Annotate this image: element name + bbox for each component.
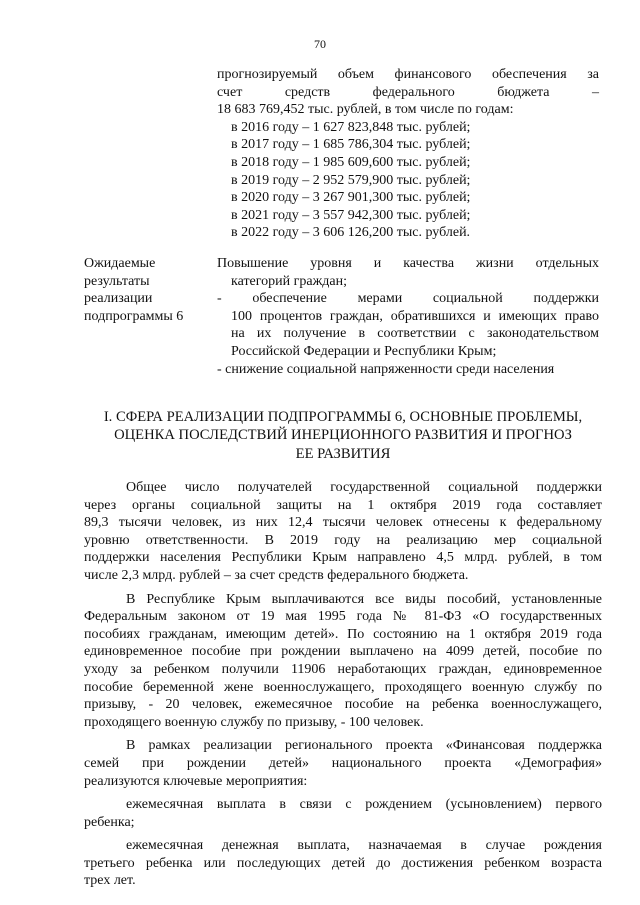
text-line: пособие беременной жене военнослужащего, проходящего военную службу по xyxy=(84,679,602,695)
text-line: единовременное пособие при рождении выплачено на 4099 детей, пособие по xyxy=(84,644,602,660)
text-line: поддержки населения Республики Крым направлено 4,5 млрд. рублей, в том xyxy=(84,550,602,566)
finance-year-item: в 2022 году – 3 606 126,200 тыс. рублей. xyxy=(231,225,471,241)
paragraph xyxy=(84,479,602,585)
text-line: уровню ответственности. В 2019 году на реализацию мер социальной xyxy=(84,532,602,548)
finance-years-list xyxy=(217,119,599,242)
text-line: трех лет. xyxy=(84,873,136,889)
paragraph xyxy=(84,591,602,732)
result-line: Российской Федерации и Республики Крым; xyxy=(231,343,497,359)
paragraph xyxy=(84,837,602,890)
text-line: числе 2,3 млрд. рублей – за счет средств федерального бюджета. xyxy=(84,567,469,583)
result-line: 100 процентов граждан, обратившихся и имеющих право xyxy=(231,308,599,324)
heading-line: ЕЕ РАЗВИТИЯ xyxy=(295,445,391,462)
text-line: призыву, - 20 человек, ежемесячное пособие на ребенка военнослужащего, xyxy=(84,697,602,713)
expected-results-label xyxy=(84,255,214,325)
finance-line: 18 683 769,452 тыс. рублей, в том числе по годам: xyxy=(217,102,514,118)
finance-year-item: в 2020 году – 3 267 901,300 тыс. рублей; xyxy=(231,190,471,206)
text-line: В рамках реализации регионального проекта «Финансовая поддержка xyxy=(126,738,602,754)
result-line: на их получение в соответствии с законодательством xyxy=(231,326,599,342)
finance-year-item: в 2018 году – 1 985 609,600 тыс. рублей; xyxy=(231,154,471,170)
section-heading xyxy=(84,408,602,463)
result-line: Повышение уровня и качества жизни отдельных xyxy=(217,256,599,271)
result-line: категорий граждан; xyxy=(231,273,347,289)
finance-line: прогнозируемый объем финансового обеспечения за xyxy=(217,67,599,82)
text-line: Федеральным законом от 19 мая 1995 года № 81-ФЗ «О государственных xyxy=(84,609,602,625)
paragraph xyxy=(84,796,602,831)
heading-line: I. СФЕРА РЕАЛИЗАЦИИ ПОДПРОГРАММЫ 6, ОСНОВНЫЕ ПРОБЛЕМЫ, xyxy=(103,409,583,425)
label-line: результаты xyxy=(84,273,150,289)
text-line: В Республике Крым выплачиваются все виды пособий, установленные xyxy=(126,591,602,607)
text-line: через органы социальной защиты на 1 октября 2019 года составляет xyxy=(84,497,602,513)
text-line: ежемесячная денежная выплата, назначаемая в случае рождения xyxy=(126,838,602,854)
finance-block xyxy=(217,66,599,242)
text-line: ребенка; xyxy=(84,814,135,830)
label-line: подпрограммы 6 xyxy=(84,308,184,324)
result-line: - снижение социальной напряженности среди населения xyxy=(217,361,555,377)
text-line: третьего ребенка или последующих детей до достижения ребенком возраста xyxy=(84,855,602,871)
finance-year-item: в 2021 году – 3 557 942,300 тыс. рублей; xyxy=(231,207,471,223)
finance-line: счет средств федерального бюджета – xyxy=(217,84,599,100)
section-body xyxy=(84,479,602,890)
finance-year-item: в 2017 году – 1 685 786,304 тыс. рублей; xyxy=(231,137,471,153)
label-line: Ожидаемые xyxy=(84,256,156,271)
text-line: реализуются ключевые мероприятия: xyxy=(84,773,308,789)
finance-year-item: в 2016 году – 1 627 823,848 тыс. рублей; xyxy=(231,119,471,135)
text-line: ежемесячная выплата в связи с рождением (усыновлением) первого xyxy=(126,797,602,813)
paragraph xyxy=(84,737,602,790)
page-number: 70 xyxy=(314,37,326,51)
text-line: пособиях гражданам, имеющим детей». По состоянию на 1 октября 2019 года xyxy=(84,626,602,642)
label-line: реализации xyxy=(84,291,153,307)
finance-year-item: в 2019 году – 2 952 579,900 тыс. рублей; xyxy=(231,172,471,188)
expected-results-text xyxy=(217,255,599,378)
text-line: уходу за ребенком получили 11906 неработающих граждан, единовременное xyxy=(84,661,602,677)
text-line: Общее число получателей государственной социальной поддержки xyxy=(126,480,602,495)
text-line: 89,3 тысячи человек, из них 12,4 тысячи человек отнесены к федеральному xyxy=(84,515,602,531)
text-line: семей при рождении детей» национального проекта «Демография» xyxy=(84,755,602,771)
result-line: - обеспечение мерами социальной поддержки xyxy=(217,291,599,307)
heading-line: ОЦЕНКА ПОСЛЕДСТВИЙ ИНЕРЦИОННОГО РАЗВИТИЯ И ПРОГНОЗ xyxy=(114,427,572,444)
text-line: проходящего военную службу по призыву, - 100 человек. xyxy=(84,714,424,730)
